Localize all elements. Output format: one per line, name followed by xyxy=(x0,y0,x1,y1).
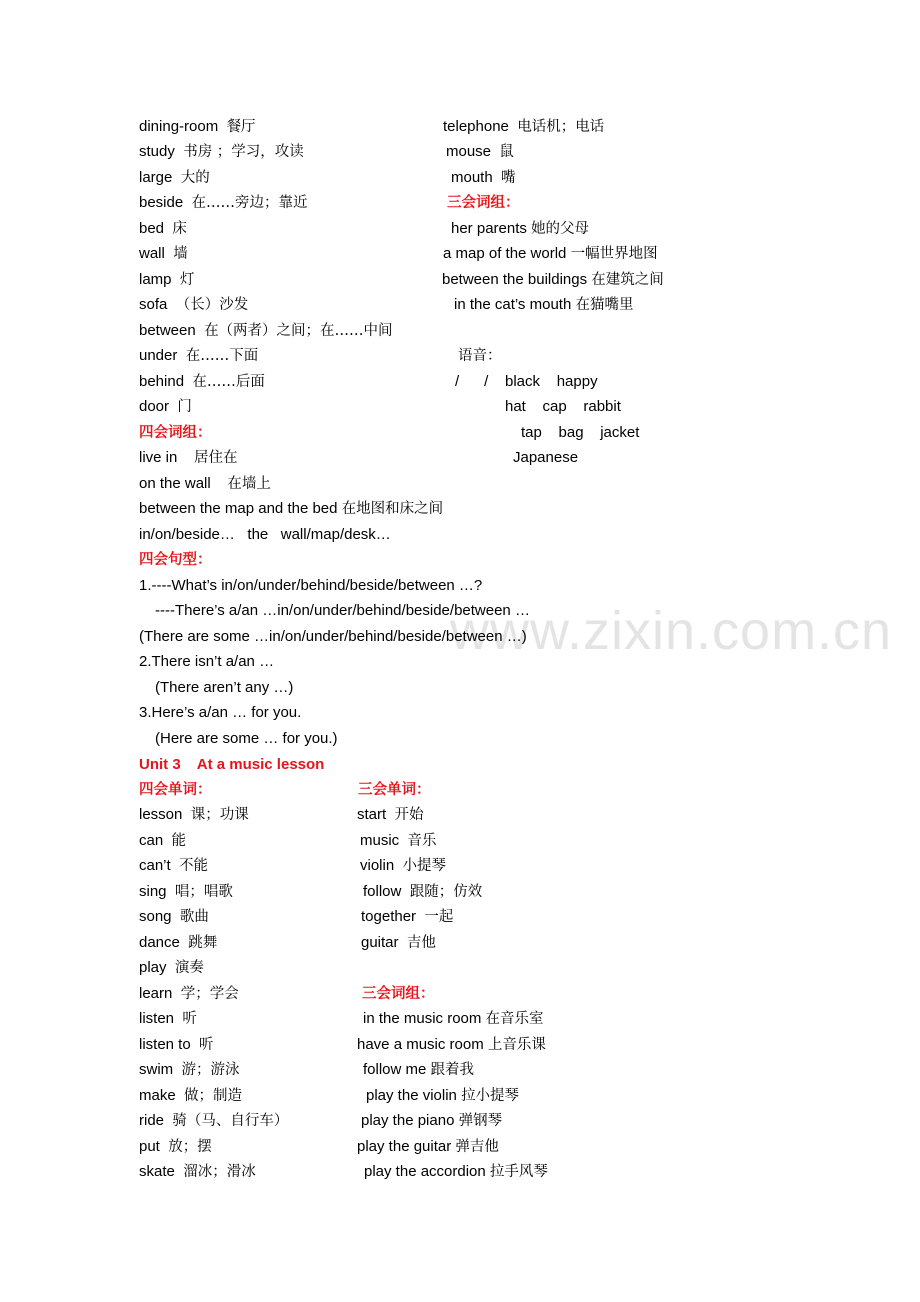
vocab-line: behind 在……后面 xyxy=(139,373,265,390)
vocab-line: can’t 不能 xyxy=(139,857,209,874)
watermark: www.zixin.com.cn xyxy=(450,601,893,661)
phrase-line: a map of the world 一幅世界地图 xyxy=(443,245,658,262)
section-heading: 三会单词： xyxy=(358,781,431,798)
phrase-line: play the accordion 拉手风琴 xyxy=(364,1163,548,1180)
section-heading: 三会词组： xyxy=(362,985,435,1002)
vocab-line: door 门 xyxy=(139,398,192,415)
phrase-line: follow me 跟着我 xyxy=(363,1061,475,1078)
section-heading: 四会句型： xyxy=(139,551,212,568)
phonics-line: tap bag jacket xyxy=(521,424,640,441)
phrase-line: play the violin 拉小提琴 xyxy=(366,1087,520,1104)
sentence-line: 1.----What’s in/on/under/behind/beside/between …? xyxy=(139,577,483,594)
phrase-line: live in 居住在 xyxy=(139,449,238,466)
unit-title: Unit 3 At a music lesson xyxy=(139,756,325,773)
phrase-line: in/on/beside… the wall/map/desk… xyxy=(139,526,391,543)
section-heading: 三会词组： xyxy=(447,194,520,211)
vocab-line: mouth 嘴 xyxy=(451,169,516,186)
vocab-line: listen to 听 xyxy=(139,1036,214,1053)
vocab-line: make 做；制造 xyxy=(139,1087,243,1104)
phrase-line: between the map and the bed 在地图和床之间 xyxy=(139,500,444,517)
vocab-line: lesson 课；功课 xyxy=(139,806,249,823)
vocab-line: mouse 鼠 xyxy=(446,143,514,160)
vocab-line: song 歌曲 xyxy=(139,908,209,925)
phrase-line: have a music room 上音乐课 xyxy=(357,1036,546,1053)
phrase-line: between the buildings 在建筑之间 xyxy=(442,271,664,288)
sentence-line: 2.There isn’t a/an … xyxy=(139,653,275,670)
vocab-line: large 大的 xyxy=(139,169,210,186)
phrase-line: play the piano 弹钢琴 xyxy=(361,1112,503,1129)
phrase-line: play the guitar 弹吉他 xyxy=(357,1138,499,1155)
phrase-line: in the cat’s mouth 在猫嘴里 xyxy=(454,296,634,313)
vocab-line: dance 跳舞 xyxy=(139,934,218,951)
vocab-line: put 放；摆 xyxy=(139,1138,212,1155)
vocab-line: dining-room 餐厅 xyxy=(139,118,256,135)
vocab-line: sing 唱；唱歌 xyxy=(139,883,233,900)
vocab-line: can 能 xyxy=(139,832,187,849)
vocab-line: between 在（两者）之间；在……中间 xyxy=(139,322,393,339)
vocab-line: play 演奏 xyxy=(139,959,204,976)
vocab-line: telephone 电话机；电话 xyxy=(443,118,605,135)
sentence-line: (Here are some … for you.) xyxy=(155,730,338,747)
sentence-line: (There aren’t any …) xyxy=(155,679,294,696)
vocab-line: ride 骑（马、自行车） xyxy=(139,1112,289,1129)
sentence-line: ----There’s a/an …in/on/under/behind/beside/between … xyxy=(155,602,530,619)
vocab-line: music 音乐 xyxy=(360,832,437,849)
sentence-line: 3.Here’s a/an … for you. xyxy=(139,704,302,721)
phonics-line: / / black happy xyxy=(455,373,598,390)
vocab-line: follow 跟随；仿效 xyxy=(363,883,483,900)
vocab-line: skate 溜冰；滑冰 xyxy=(139,1163,256,1180)
vocab-line: start 开始 xyxy=(357,806,424,823)
vocab-line: bed 床 xyxy=(139,220,187,237)
vocab-line: study 书房 ；学习，攻读 xyxy=(139,143,304,160)
vocab-line: beside 在……旁边；靠近 xyxy=(139,194,308,211)
vocab-line: listen 听 xyxy=(139,1010,197,1027)
vocab-line: together 一起 xyxy=(361,908,454,925)
section-heading: 四会词组： xyxy=(139,424,212,441)
vocab-line: guitar 吉他 xyxy=(361,934,436,951)
phrase-line: in the music room 在音乐室 xyxy=(363,1010,544,1027)
vocab-line: violin 小提琴 xyxy=(360,857,447,874)
section-heading: 四会单词： xyxy=(139,781,212,798)
vocab-line: sofa （长）沙发 xyxy=(139,296,249,313)
phonics-label: 语音： xyxy=(458,348,502,364)
sentence-line: (There are some …in/on/under/behind/beside/between …) xyxy=(139,628,527,645)
vocab-line: wall 墙 xyxy=(139,245,188,262)
vocab-line: lamp 灯 xyxy=(139,271,195,288)
phrase-line: on the wall 在墙上 xyxy=(139,475,271,492)
phonics-line: Japanese xyxy=(513,449,579,466)
vocab-line: under 在……下面 xyxy=(139,347,259,364)
phrase-line: her parents 她的父母 xyxy=(451,220,590,237)
vocab-line: learn 学；学会 xyxy=(139,985,239,1002)
phonics-line: hat cap rabbit xyxy=(505,398,621,415)
vocab-line: swim 游；游泳 xyxy=(139,1061,240,1078)
